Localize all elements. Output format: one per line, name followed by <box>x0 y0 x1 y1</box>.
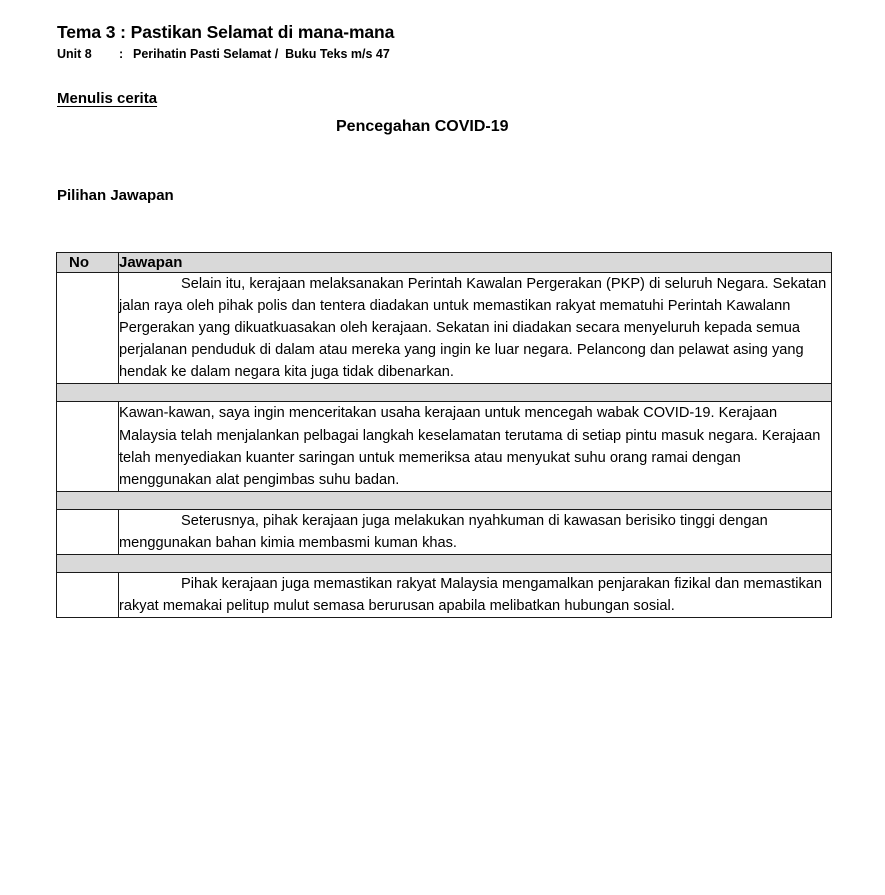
table-row <box>57 573 832 618</box>
table-row <box>57 402 832 491</box>
spacer-cell <box>57 491 832 509</box>
cell-no <box>57 573 119 618</box>
answer-paragraph: Pihak kerajaan juga memastikan rakyat Malaysia mengamalkan penjarakan fizikal dan memastikan rakyat memakai pelitup mulut semasa berurusan apabila melibatkan hubungan sosial. <box>119 576 823 615</box>
cell-answer <box>119 273 832 384</box>
cell-no <box>57 273 119 384</box>
spacer-cell <box>57 384 832 402</box>
choice-label: Pilihan Jawapan <box>57 187 174 204</box>
unit-description: Perihatin Pasti Selamat / Buku Teks m/s 47 <box>133 47 390 61</box>
table-spacer-row <box>57 491 832 509</box>
table-spacer-row <box>57 555 832 573</box>
document-header <box>57 22 847 62</box>
answer-paragraph: Seterusnya, pihak kerajaan juga melakukan nyahkuman di kawasan berisiko tinggi dengan menggunakan bahan kimia membasmi kuman khas. <box>119 512 768 551</box>
answers-table-wrapper <box>56 252 831 618</box>
cell-no <box>57 509 119 554</box>
table-row <box>57 509 832 554</box>
table-row <box>57 273 832 384</box>
cell-no <box>57 402 119 491</box>
table-spacer-row <box>57 384 832 402</box>
theme-title: Tema 3 : Pastikan Selamat di mana-mana <box>57 22 395 42</box>
answer-paragraph: Selain itu, kerajaan melaksanakan Perintah Kawalan Pergerakan (PKP) di seluruh Negara. Sekatan jalan raya oleh pihak polis dan tentera diadakan untuk memastikan rakyat mematuhi Perintah Kawalann Pergerakan yang dikuatkuasakan oleh kerajaan. Sekatan ini diadakan secara menyeluruh kepada semua perjalanan penduduk di dalam atau mereka yang ingin ke luar negara. Pelancong dan pelawat asing yang hendak ke dalam negara kita juga tidak dibenarkan. <box>119 276 827 381</box>
unit-colon: : <box>119 47 124 61</box>
answers-table <box>56 252 832 618</box>
page-title: Pencegahan COVID-19 <box>336 118 509 135</box>
column-header-no: No <box>57 253 119 273</box>
cell-answer <box>119 509 832 554</box>
column-header-jawapan: Jawapan <box>119 253 832 273</box>
section-subheading: Menulis cerita <box>57 90 158 107</box>
answer-paragraph: Kawan-kawan, saya ingin menceritakan usaha kerajaan untuk mencegah wabak COVID-19. Kerajaan Malaysia telah menjalankan pelbagai langkah keselamatan terutama di setiap pintu masuk negara. Kerajaan telah menyediakan kuanter saringan untuk memeriksa atau menyukat suhu orang ramai dengan menggunakan alat pengimbas suhu badan. <box>119 405 821 488</box>
cell-answer <box>119 573 832 618</box>
table-header-row <box>57 253 832 273</box>
spacer-cell <box>57 555 832 573</box>
cell-answer <box>119 402 832 491</box>
unit-label: Unit 8 <box>57 47 92 61</box>
unit-line <box>57 46 847 62</box>
